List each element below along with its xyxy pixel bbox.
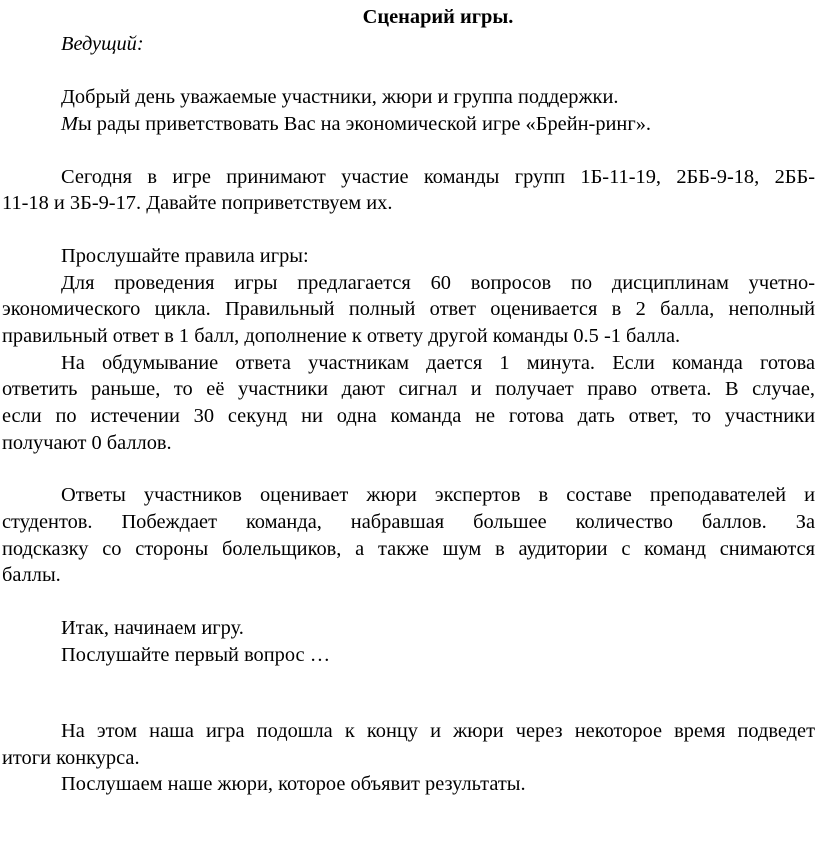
- jury-line-2: студентов. Побеждает команда, набравшая большее количество баллов. За: [2, 511, 815, 533]
- rules-heading: Прослушайте правила игры:: [61, 245, 309, 267]
- teams-line-1: Сегодня в игре принимают участие команды групп 1Б-11-19, 2ББ-9-18, 2ББ-: [61, 166, 815, 188]
- jury-line-4: баллы.: [2, 564, 61, 586]
- document-title: Сценарий игры.: [362, 6, 514, 28]
- ending-line-1: На этом наша игра подошла к концу и жюри через некоторое время подведет: [61, 720, 815, 742]
- rules-p2-line-1: На обдумывание ответа участникам дается 1 минута. Если команда готова: [61, 352, 815, 374]
- rules-p1-line-3: правильный ответ в 1 балл, дополнение к ответу другой команды 0.5 -1 балла.: [2, 325, 681, 347]
- ending-line-2: итоги конкурса.: [2, 747, 140, 769]
- start-line-1: Итак, начинаем игру.: [61, 617, 244, 639]
- greeting-line-2-text: ы рады приветствовать Вас на экономической игре «Брейн-ринг».: [78, 113, 651, 135]
- rules-p1-line-2: экономического цикла. Правильный полный ответ оценивается в 2 балла, неполный: [2, 298, 815, 320]
- ending-line-3: Послушаем наше жюри, которое объявит результаты.: [61, 773, 526, 795]
- teams-line-2: 11-18 и 3Б-9-17. Давайте поприветствуем их.: [2, 192, 393, 214]
- start-line-2: Послушайте первый вопрос …: [61, 644, 331, 666]
- greeting-line-1: Добрый день уважаемые участники, жюри и группа поддержки.: [61, 86, 619, 108]
- jury-line-1: Ответы участников оценивает жюри экспертов в составе преподавателей и: [61, 484, 815, 506]
- greeting-italic-letter: М: [61, 113, 78, 135]
- host-label: Ведущий:: [61, 33, 144, 55]
- rules-p2-line-3: если по истечении 30 секунд ни одна команда не готова дать ответ, то участники: [2, 405, 815, 427]
- jury-line-3: подсказку со стороны болельщиков, а также шум в аудитории с команд снимаются: [2, 538, 815, 560]
- rules-p2-line-2: ответить раньше, то её участники дают сигнал и получает право ответа. В случае,: [2, 378, 815, 400]
- greeting-line-2: [61, 111, 651, 138]
- rules-p2-line-4: получают 0 баллов.: [2, 432, 172, 454]
- rules-p1-line-1: Для проведения игры предлагается 60 вопросов по дисциплинам учетно-: [61, 272, 815, 294]
